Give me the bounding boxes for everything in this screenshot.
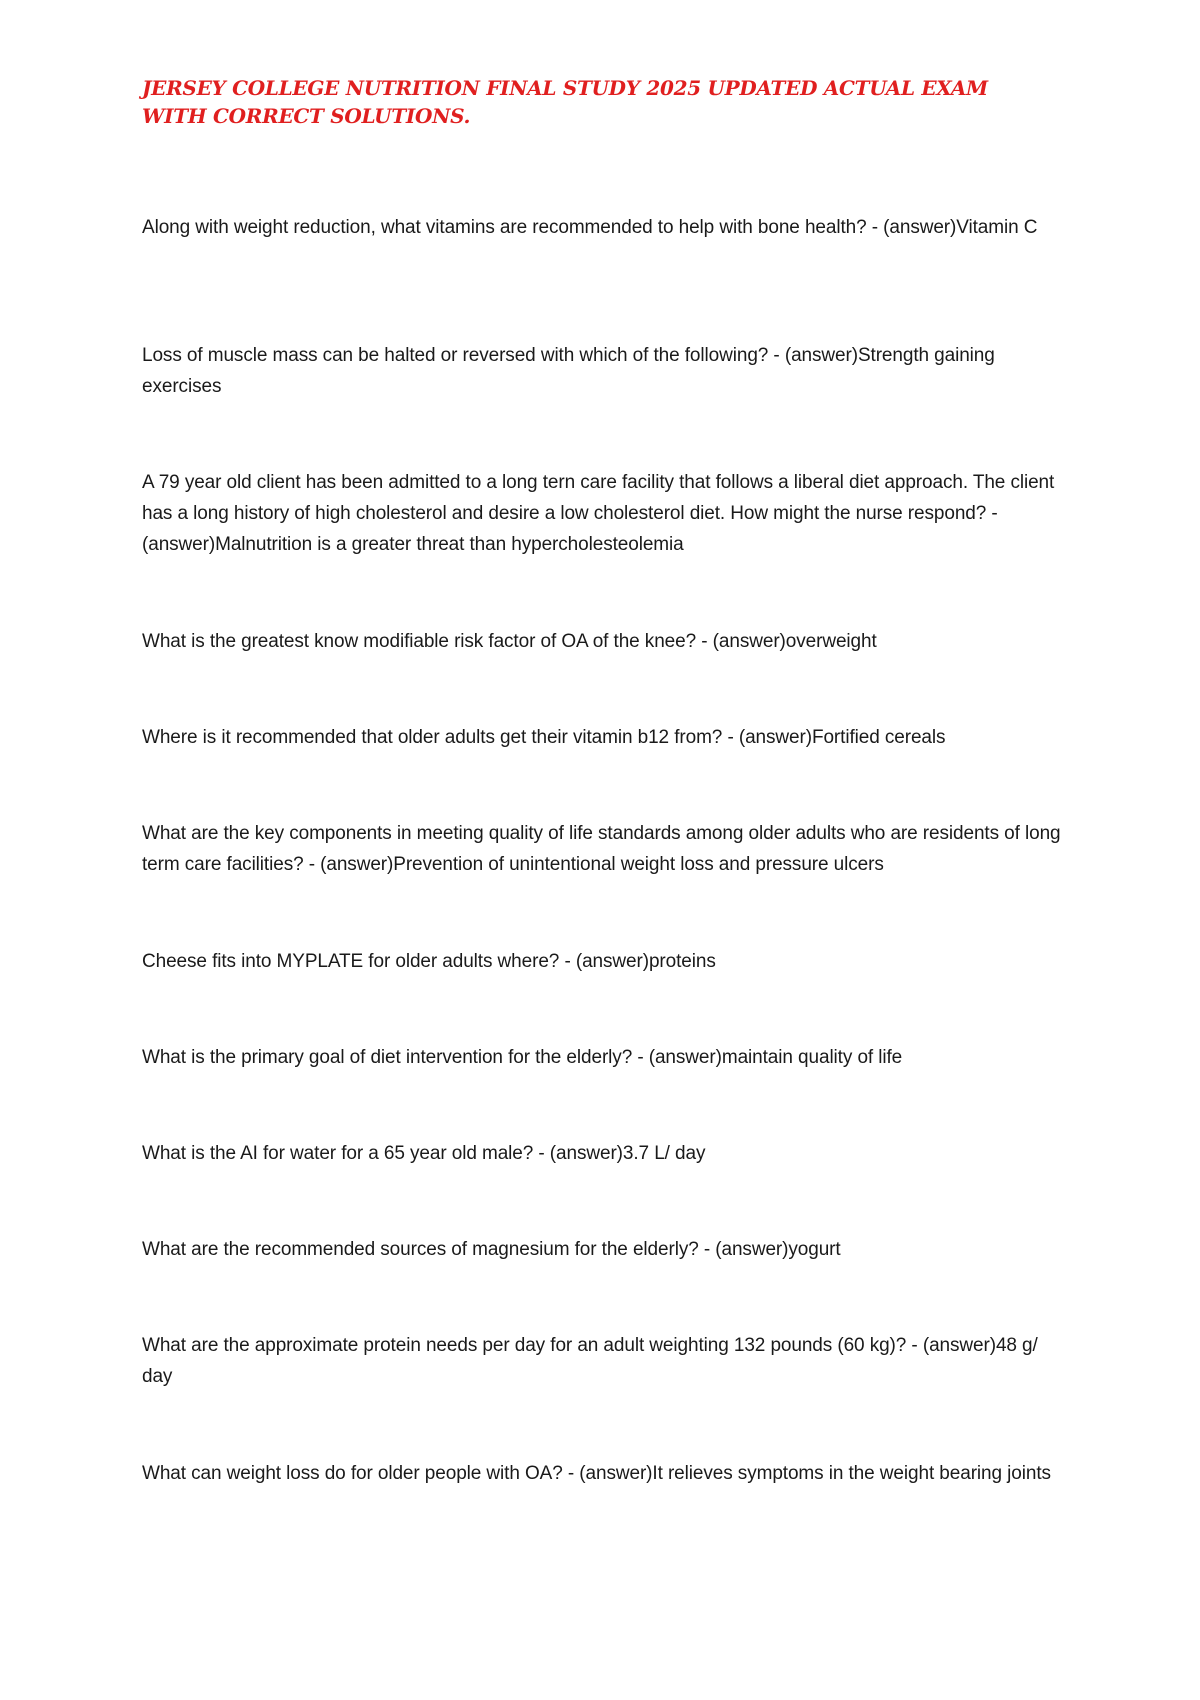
- question-answer-10: What are the recommended sources of magnesium for the elderly? - (answer)yogurt: [142, 1239, 841, 1260]
- question-answer-8: What is the primary goal of diet intervention for the elderly? - (answer)maintain quality of life: [142, 1047, 903, 1068]
- question-answer-3: A 79 year old client has been admitted to a long tern care facility that follows a liberal diet approach. The client has a long history of high cholesterol and desire a low cholesterol diet. How might the nurse respond? - (answer)Malnutrition is a greater threat than hypercholesteolemia: [142, 472, 1055, 555]
- question-answer-4: What is the greatest know modifiable risk factor of OA of the knee? - (answer)overweight: [142, 631, 877, 652]
- question-answer-12: What can weight loss do for older people with OA? - (answer)It relieves symptoms in the weight bearing joints: [142, 1463, 1051, 1484]
- question-answer-6: What are the key components in meeting quality of life standards among older adults who are residents of long term care facilities? - (answer)Prevention of unintentional weight loss and pressure ulcers: [142, 823, 1061, 875]
- question-answer-2: Loss of muscle mass can be halted or reversed with which of the following? - (answer)Strength gaining exercises: [142, 345, 995, 397]
- question-answer-9: What is the AI for water for a 65 year old male? - (answer)3.7 L/ day: [142, 1143, 706, 1164]
- document-title: JERSEY COLLEGE NUTRITION FINAL STUDY 2025 UPDATED ACTUAL EXAM WITH CORRECT SOLUTIONS.: [142, 76, 988, 128]
- question-answer-5: Where is it recommended that older adults get their vitamin b12 from? - (answer)Fortified cereals: [142, 727, 946, 748]
- question-answer-11: What are the approximate protein needs per day for an adult weighting 132 pounds (60 kg)? - (answer)48 g/ day: [142, 1335, 1038, 1387]
- question-answer-1: Along with weight reduction, what vitamins are recommended to help with bone health? - (answer)Vitamin C: [142, 217, 1038, 238]
- question-answer-7: Cheese fits into MYPLATE for older adults where? - (answer)proteins: [142, 951, 716, 972]
